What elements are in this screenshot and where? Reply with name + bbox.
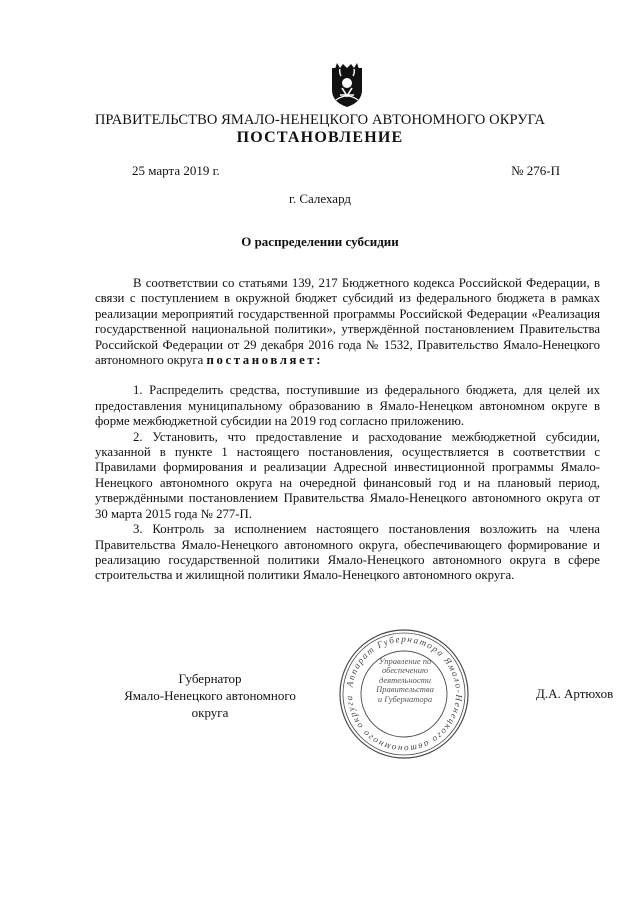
seal-inner-line: деятельности <box>378 674 432 685</box>
seal-inner-line: Правительства <box>376 684 434 695</box>
decree-word: постановляет: <box>206 353 324 368</box>
item-paragraph-1: 1. Распределить средства, поступившие из федерального бюджета, для целей их предоставления муниципальному образованию в Ямало-Ненецком автономном округе в форме межбюджетной субсидии на 2019 год согласно приложению. <box>95 383 600 429</box>
coat-of-arms-icon <box>328 62 366 108</box>
item-paragraph-3: 3. Контроль за исполнением настоящего постановления возложить на члена Правительства Ямало-Ненецкого автономного округа, обеспечивающего формирование и реализацию государственной политики Ямало-Ненецкого автономного округа в сфере строительства и жилищной политики Ямало-Ненецкого автономного округа. <box>95 522 600 583</box>
document-body <box>95 276 600 584</box>
seal-ring-text: Аппарат Губернатора Ямало-Ненецкого автономного округа <box>343 633 465 755</box>
preamble-text: В соответствии со статьями 139, 217 Бюджетного кодекса Российской Федерации, в связи с поступлением в окружной бюджет субсидий из федерального бюджета в рамках реализации мероприятий государственной программы Российской Федерации «Реализация государственной национальной политики», утверждённой постановлением Правительства Российской Федерации от 29 декабря 2016 года № 1532, Правительство Ямало-Ненецкого автономного округа <box>95 276 600 368</box>
document-subject: О распределении субсидии <box>241 234 399 249</box>
document-type: ПОСТАНОВЛЕНИЕ <box>236 129 404 146</box>
signatory-title-line-2: Ямало-Ненецкого автономного округа <box>124 688 296 720</box>
signatory-title-line-1: Губернатор <box>178 671 242 686</box>
document-date: 25 марта 2019 г. <box>132 163 220 178</box>
government-name: ПРАВИТЕЛЬСТВО ЯМАЛО-НЕНЕЦКОГО АВТОНОМНОГО ОКРУГА <box>94 112 546 128</box>
seal-inner-line: и Губернатора <box>377 693 433 704</box>
item-paragraph-2: 2. Установить, что предоставление и расходование межбюджетной субсидии, указанной в пункте 1 настоящего постановления, осуществляется в соответствии с Правилами формирования и реализации Адресной инвестиционной программы Ямало-Ненецкого автономного округа на очередной финансовый год и на плановый период, утверждёнными постановлением Правительства Ямало-Ненецкого автономного округа от 30 марта 2015 года № 277-П. <box>95 429 600 521</box>
document-city: г. Салехард <box>288 191 352 206</box>
seal-inner-text <box>374 657 436 704</box>
signatory-name: Д.А. Артюхов <box>536 686 614 701</box>
signatory-title <box>120 670 300 721</box>
seal-inner-line: Управление по <box>378 656 432 666</box>
document-number: № 276-П <box>511 163 560 178</box>
preamble-paragraph <box>95 276 600 368</box>
seal-inner-line: обеспечению <box>381 665 429 676</box>
